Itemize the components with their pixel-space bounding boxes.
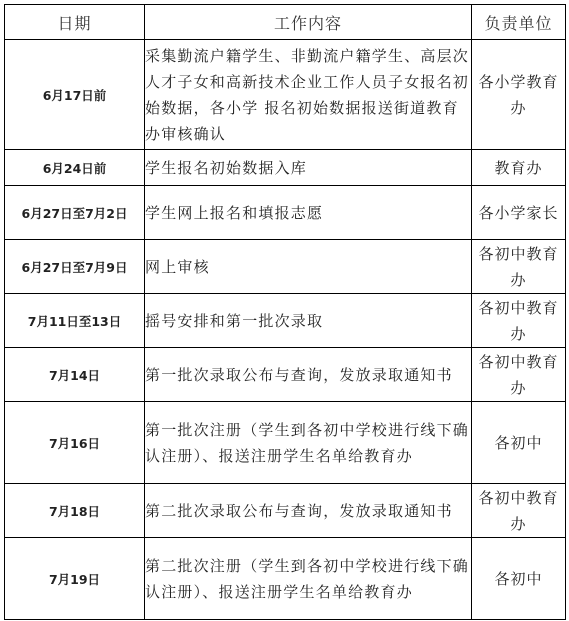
row-task: 第一批次注册（学生到各初中学校进行线下确认注册）、报送注册学生名单给教育办 [145,402,472,484]
row-date: 7月16日 [5,402,145,484]
row-unit: 各初中教育办 [472,484,566,538]
row-date: 7月11日至13日 [5,294,145,348]
row-unit: 各初中 [472,538,566,620]
table-row [5,150,566,186]
row-task: 采集勤流户籍学生、非勤流户籍学生、高层次人才子女和高新技术企业工作人员子女报名初始数据，各小学 报名初始数据报送街道教育办审核确认 [145,40,472,150]
row-task: 第二批次录取公布与查询，发放录取通知书 [145,484,472,538]
row-task: 第一批次录取公布与查询，发放录取通知书 [145,348,472,402]
table-row [5,186,566,240]
row-date: 6月24日前 [5,150,145,186]
table-row [5,240,566,294]
enrollment-schedule-table [4,4,566,620]
row-task: 摇号安排和第一批次录取 [145,294,472,348]
row-unit: 教育办 [472,150,566,186]
header-task: 工作内容 [145,5,472,40]
row-unit: 各初中教育办 [472,294,566,348]
row-date: 6月27日至7月9日 [5,240,145,294]
row-date: 7月19日 [5,538,145,620]
table-row [5,294,566,348]
header-date: 日期 [5,5,145,40]
table-row [5,538,566,620]
table-header-row [5,5,566,40]
table-row [5,348,566,402]
row-task: 网上审核 [145,240,472,294]
row-unit: 各初中 [472,402,566,484]
header-unit: 负责单位 [472,5,566,40]
row-date: 7月18日 [5,484,145,538]
table-row [5,484,566,538]
row-unit: 各初中教育办 [472,240,566,294]
table-row [5,40,566,150]
row-task: 学生网上报名和填报志愿 [145,186,472,240]
row-task: 第二批次注册（学生到各初中学校进行线下确认注册）、报送注册学生名单给教育办 [145,538,472,620]
row-date: 7月14日 [5,348,145,402]
row-date: 6月27日至7月2日 [5,186,145,240]
row-date: 6月17日前 [5,40,145,150]
row-task: 学生报名初始数据入库 [145,150,472,186]
row-unit: 各初中教育办 [472,348,566,402]
table-row [5,402,566,484]
row-unit: 各小学家长 [472,186,566,240]
row-unit: 各小学教育办 [472,40,566,150]
